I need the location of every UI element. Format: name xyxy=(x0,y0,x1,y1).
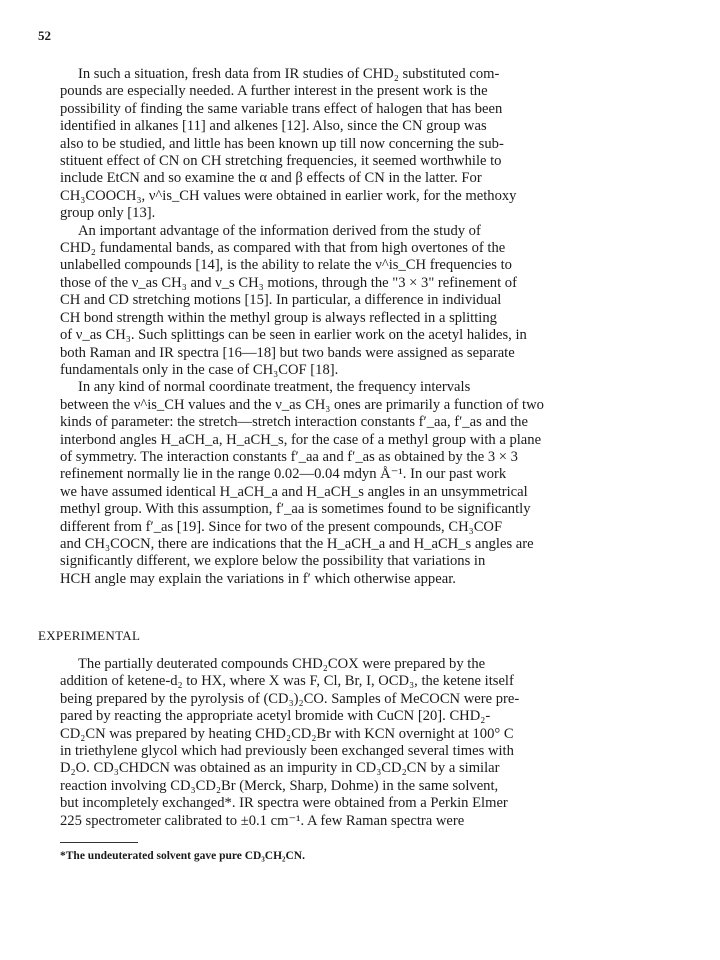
section-heading: EXPERIMENTAL xyxy=(38,628,141,643)
text-line: but incompletely exchanged*. IR spectra were obtained from a Perkin Elmer xyxy=(60,795,508,812)
text-line: between the ν^is_CH values and the ν_as CH₃ ones are primarily a function of two xyxy=(60,396,544,413)
text-line: being prepared by the pyrolysis of (CD₃)₂CO. Samples of MeCOCN were pre- xyxy=(60,690,520,707)
text-line: CH₃COOCH₃, ν^is_CH values were obtained in earlier work, for the methoxy xyxy=(60,187,517,204)
text-line: group only [13]. xyxy=(60,205,156,222)
text-line: interbond angles H_aCH_a, H_aCH_s, for the case of a methyl group with a plane xyxy=(60,431,542,448)
text-line: and CH₃COCN, there are indications that the H_aCH_a and H_aCH_s angles are xyxy=(60,535,534,552)
text-line: CH bond strength within the methyl group is always reflected in a splitting xyxy=(60,309,497,326)
text-line: different from f′_as [19]. Since for two of the present compounds, CH₃COF xyxy=(60,518,503,535)
text-line: also to be studied, and little has been known up till now concerning the sub- xyxy=(60,135,504,152)
text-line: kinds of parameter: the stretch—stretch interaction constants f′_aa, f′_as and the xyxy=(60,414,528,431)
text-line: In any kind of normal coordinate treatment, the frequency intervals xyxy=(78,379,471,396)
text-line: significantly different, we explore below the possibility that variations in xyxy=(60,553,486,570)
body-text-experimental xyxy=(60,656,666,830)
text-line: possibility of finding the same variable trans effect of halogen that has been xyxy=(60,100,503,117)
text-line: pounds are especially needed. A further interest in the present work is the xyxy=(60,83,488,100)
body-text-top xyxy=(60,66,666,588)
text-line: CH and CD stretching motions [15]. In particular, a difference in individual xyxy=(60,292,502,309)
text-line: unlabelled compounds [14], is the ability to relate the ν^is_CH frequencies to xyxy=(60,257,512,274)
text-line: 225 spectrometer calibrated to ±0.1 cm⁻¹. A few Raman spectra were xyxy=(60,812,465,829)
text-line: HCH angle may explain the variations in f′ which otherwise appear. xyxy=(60,570,456,587)
text-line: of ν_as CH₃. Such splittings can be seen in earlier work on the acetyl halides, in xyxy=(60,327,527,344)
text-line: CHD₂ fundamental bands, as compared with that from high overtones of the xyxy=(60,240,506,257)
text-line: In such a situation, fresh data from IR studies of CHD₂ substituted com- xyxy=(78,66,500,82)
text-line: we have assumed identical H_aCH_a and H_aCH_s angles in an unsymmetrical xyxy=(60,483,528,500)
footnote: *The undeuterated solvent gave pure CD₃CH₂CN. xyxy=(60,850,305,862)
text-line: addition of ketene-d₂ to HX, where X was F, Cl, Br, I, OCD₃, the ketene itself xyxy=(60,673,514,690)
text-line: An important advantage of the information derived from the study of xyxy=(78,222,481,239)
text-line: methyl group. With this assumption, f′_aa is sometimes found to be significantly xyxy=(60,501,531,518)
text-line: reaction involving CD₃CD₂Br (Merck, Sharp, Dohme) in the same solvent, xyxy=(60,777,499,794)
text-line: refinement normally lie in the range 0.02—0.04 mdyn Å⁻¹. In our past work xyxy=(60,466,507,483)
text-line: The partially deuterated compounds CHD₂COX were prepared by the xyxy=(78,656,486,672)
text-line: pared by reacting the appropriate acetyl bromide with CuCN [20]. CHD₂- xyxy=(60,708,491,725)
text-line: D₂O. CD₃CHDCN was obtained as an impurity in CD₃CD₂CN by a similar xyxy=(60,760,500,777)
text-line: CD₂CN was prepared by heating CHD₂CD₂Br with KCN overnight at 100° C xyxy=(60,725,514,742)
text-line: of symmetry. The interaction constants f′_aa and f′_as as obtained by the 3 × 3 xyxy=(60,448,518,465)
text-line: fundamentals only in the case of CH₃COF [18]. xyxy=(60,361,339,378)
page-number: 52 xyxy=(38,28,51,43)
text-line: those of the ν_as CH₃ and ν_s CH₃ motions, through the "3 × 3" refinement of xyxy=(60,274,517,291)
text-line: both Raman and IR spectra [16—18] but two bands were assigned as separate xyxy=(60,344,515,361)
text-line: stituent effect of CN on CH stretching frequencies, it seemed worthwhile to xyxy=(60,153,502,170)
footnote-rule xyxy=(60,842,138,843)
text-line: in triethylene glycol which had previously been exchanged several times with xyxy=(60,743,514,760)
text-line: identified in alkanes [11] and alkenes [12]. Also, since the CN group was xyxy=(60,118,487,135)
text-line: include EtCN and so examine the α and β effects of CN in the latter. For xyxy=(60,170,482,187)
